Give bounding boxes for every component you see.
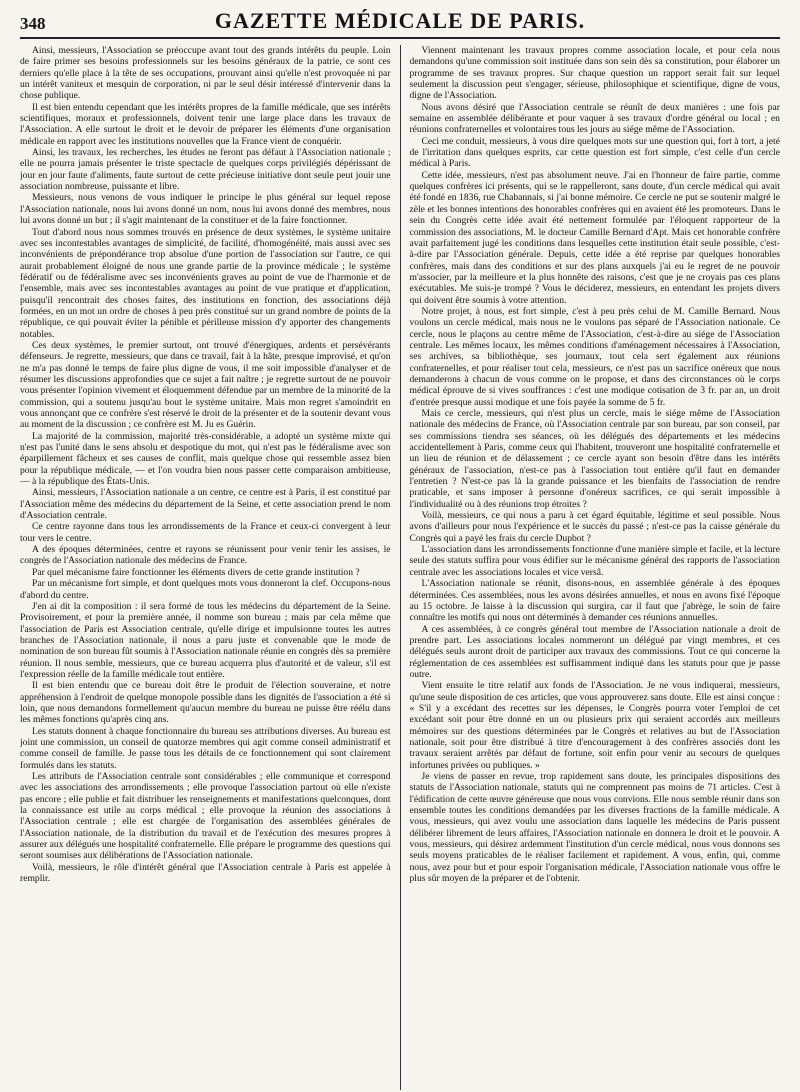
paragraph: Ce centre rayonne dans tous les arrondissements de la France et ceux-ci convergent à leur tour vers le centre. (20, 521, 391, 544)
paragraph: Vient ensuite le titre relatif aux fonds de l'Association. Je ne vous indiquerai, messieurs, qu'une seule disposition de ces articles, que vous approuverez sans doute. Elle est ainsi conçue : « S'il y a excédant des recettes sur les dépenses, le Congrès pourra voter l'emploi de cet excédant soit pour être donné en un ou plusieurs prix qui seraient accordés aux meilleurs mémoires sur des questions déterminées par le Congrès et relatives au but de l'Association nationale, soit pour être distribué à titre d'encouragement à des confrères associés dont les travaux seraient arrêtés par défaut de fortune, soit enfin pour venir au secours de quelques infortunes privées ou publiques. » (409, 680, 780, 771)
page-header (20, 6, 780, 39)
right-column (409, 45, 780, 1090)
paragraph: Ainsi, messieurs, l'Association nationale a un centre, ce centre est à Paris, il est constitué par l'Association même des médecins du département de la Seine, et cette association prend le nom d'Association centrale. (20, 487, 391, 522)
paragraph: L'Association nationale se réunit, disons-nous, en assemblée générale à des époques déterminées. Ces assemblées, nous les avons désirées annuelles, et nous en avons fixé l'époque au 15 octobre. Je laisse à la discussion qui surgira, car il faut que j'abrège, le soin de faire connaître les motifs qui nous ont déterminés à demander ces réunions annuelles. (409, 578, 780, 624)
paragraph: Mais ce cercle, messieurs, qui n'est plus un cercle, mais le siége même de l'Association nationale des médecins de France, où l'Association centrale par son bureau, par son conseil, par ses commissions tiendra ses séances, où les délégués des départements et les médecins accidentellement à Paris, comme ceux qui l'habitent, trouveront une hospitalité confraternelle et un lieu de réunion et de délassement ; ce cercle ayant son besoin d'être dans les intérêts généraux de l'association, n'est-ce pas à l'association tout entière qu'il faut en demander l'entretien ? N'est-ce pas là la grande puissance et les bienfaits de l'association de rendre praticable, et sans imposer à personne d'onéreux sacrifices, ce qui serait impossible à l'individualité ou à des réunions trop étroites ? (409, 408, 780, 510)
paragraph: J'en ai dit la composition : il sera formé de tous les médecins du département de la Seine. Provisoirement, et pour la première année, il nomme son bureau ; mais par cela même que l'association de Paris est Association centrale, qu'elle dirige et impulsionne toutes les autres branches de l'Association nationale, il nous a paru juste et convenable que le mode de nomination de son bureau fût soumis à l'Association nationale réunie en congrès dès sa première réunion. Il nous semble, messieurs, que ce bureau acquerra plus d'autorité et de valeur, s'il est l'expression réelle de la famille médicale tout entière. (20, 600, 391, 680)
article-columns (20, 45, 780, 1090)
left-column (20, 45, 391, 1090)
paragraph: Nous avons désiré que l'Association centrale se réunît de deux manières : une fois par semaine en assemblée délibérante et pour vaquer à ses travaux d'ordre général ou local ; en réunions confraternelles et volontaires tous les jours au siége même de l'Association. (409, 101, 780, 136)
page-number: 348 (20, 14, 46, 33)
paragraph: Par un mécanisme fort simple, et dont quelques mots vous donneront la clef. Occupons-nous d'abord du centre. (20, 578, 391, 601)
paragraph: Cette idée, messieurs, n'est pas absolument neuve. J'ai en l'honneur de faire partie, comme quelques confrères ici présents, qui se le rappelleront, sans doute, d'un cercle médical qui avait été fondé en 1836, rue Chabannais, si j'ai bonne mémoire. Ce cercle ne put se soutenir malgré le zèle et les bonnes intentions des honorables confrères qui en avaient été les promoteurs. Dans le sein du Congrès cette idée avait été nettement formulée par l'éloquent rapporteur de la commission des associations, M. le docteur Camille Bernard d'Apt. Mais cet honorable confrère avait parfaitement jugé les conditions dans lesquelles cette institution était seule possible, c'est-à-dire par l'Association générale. Depuis, cette idée a été reprise par quelques honorables confrères, mais dans des conditions et sur des plans auxquels j'ai eu le regret de ne pouvoir m'associer, par la meilleure et la plus honnête des raisons, c'est que je ne croyais pas ces plans exécutables. Me suis-je trompé ? Vous le déciderez, messieurs, en entendant les projets divers qui doivent être soumis à votre attention. (409, 169, 780, 306)
paragraph: Il est bien entendu que ce bureau doit être le produit de l'élection souveraine, et notre appréhension à l'endroit de quelque monopole possible dans les dignités de l'association a été si loin, que nous demandons formellement qu'aucun membre du bureau ne puisse être réélu dans les mêmes fonctions qu'après cinq ans. (20, 680, 391, 726)
paragraph: A des époques déterminées, centre et rayons se réunissent pour venir tenir les assises, le congrès de l'Association nationale des médecins de France. (20, 544, 391, 567)
paragraph: Ainsi, messieurs, l'Association se préoccupe avant tout des grands intérêts du peuple. Loin de faire primer ses besoins professionnels sur les besoins généraux de la patrie, ce sont ces derniers qu'elle place à la tête de ses occupations, prouvant ainsi qu'elle n'est provoquée ni par un intérêt vaniteux et mesquin de corporation, ni par le seul désir intéressé d'intervenir dans la chose publique. (20, 45, 391, 102)
paragraph: A ces assemblées, à ce congrès général tout membre de l'Association nationale a droit de prendre part. Les associations locales nommeront un délégué par vingt membres, et ces délégués seuls auront droit de participer aux travaux des commissions. Tout ce qui concerne la réglementation de ces assemblées est suffisamment indiqué dans les statuts pour que je passe outre. (409, 623, 780, 680)
paragraph: Ces deux systèmes, le premier surtout, ont trouvé d'énergiques, ardents et persévérants défenseurs. Je regrette, messieurs, que dans ce travail, fait à la hâte, presque improvisé, et qu'on ne m'a pas donné le temps de faire plus digne de vous, il me soit impossible d'analyser et de résumer les discussions approfondies que ce sujet a fait naître ; je regrette surtout de ne pouvoir vous présenter l'opinion vivement et éloquemment défendue par un membre de la minorité de la commission, qui a soutenu jusqu'au bout le système unitaire. Mais mon regret s'amoindrit en vous annonçant que ce confrère s'est réservé le droit de la présenter et de la soutenir devant vous au moment de la discussion ; ce confrère est M. Ju es Guérin. (20, 339, 391, 431)
paragraph: Je viens de passer en revue, trop rapidement sans doute, les principales dispositions des statuts de l'Association nationale, statuts qui ne comprennent pas moins de 71 articles. C'est à l'édification de cette œuvre généreuse que nous vous convions. Elle nous semble réunir dans son ensemble toutes les conditions demandées par les diverses fractions de la famille médicale. A vous, messieurs, qui avez voulu une association dans laquelle les médecins de Paris pussent délibérer librement de leurs affaires, l'Association nationale en donnera le droit et le pouvoir. A vous, messieurs, qui désirez ardemment l'institution d'un cercle médical, nous vous donnons ses seuls moyens praticables de le réaliser facilement et rapidement. A vous, enfin, qui, comme nous, avez pour but et pour espoir l'organisation médicale, l'Association nationale vous offre le plus sûr moyen de la préparer et de l'obtenir. (409, 771, 780, 885)
paragraph: Ceci me conduit, messieurs, à vous dire quelques mots sur une question qui, fort à tort, a jeté de l'irritation dans quelques esprits, car cette question est fort simple, c'est celle d'un cercle médical à Paris. (409, 135, 780, 170)
paragraph: Messieurs, nous venons de vous indiquer le principe le plus général sur lequel repose l'Association nationale, nous lui avons donné un nom, nous lui avons donné des membres, nous lui avons donné un but ; il s'agit maintenant de la constituer et de la faire fonctionner. (20, 192, 391, 227)
paragraph: Viennent maintenant les travaux propres comme association locale, et pour cela nous demandons qu'une commission soit instituée dans son sein dès sa constitution, pour élaborer un programme de ses travaux propres. Sur chaque question un rapport serait fait sur lequel seulement la discussion peut s'engager, sérieuse, philosophique et scientifique, digne de vous, digne de l'Association. (409, 45, 780, 102)
paragraph: La majorité de la commission, majorité très-considérable, a adopté un système mixte qui n'est pas l'unité dans le sens absolu et despotique du mot, qui n'est pas le fédéralisme avec son éparpillement fâcheux et ses causes de conflit, mais quelque chose qui ressemble assez bien pour la république médicale, — et l'on voudra bien nous passer cette comparaison ambitieuse, — à la république des États-Unis. (20, 430, 391, 488)
journal-title: GAZETTE MÉDICALE DE PARIS. (214, 8, 586, 33)
paragraph: Notre projet, à nous, est fort simple, c'est à peu près celui de M. Camille Bernard. Nous voulons un cercle médical, mais nous ne le voulons pas séparé de l'Association nationale. Ce cercle, nous le plaçons au centre même de l'Association, c'est-à-dire au siége de l'Association centrale. Les mêmes locaux, les mêmes conditions d'aménagement nécessaires à l'Association, ses archives, sa bibliothèque, ses journaux, tout cela sert également aux réunions confraternelles, et pour réaliser tout cela, messieurs, ce n'est pas un sacrifice onéreux que nous demanderons à chacun de vous comme on le propose, et dans des circonstances où le corps médical éprouve de si vives souffrances : c'est une modique cotisation de 3 fr. par an, un droit d'entrée presque aussi modique et une fois payée la somme de 5 fr. (409, 305, 780, 408)
paragraph: Voilà, messieurs, le rôle d'intérêt général que l'Association centrale à Paris est appelée à remplir. (20, 861, 391, 885)
paragraph: Voilà, messieurs, ce qui nous a paru à cet égard équitable, légitime et seul possible. Nous avons d'ailleurs pour nous l'expérience et le succès du passé ; n'est-ce pas la caisse générale du Congrès qui a payé les frais du cercle Dupbot ? (409, 510, 780, 544)
paragraph: Tout d'abord nous nous sommes trouvés en présence de deux systèmes, le système unitaire avec ses incontestables avantages de simplicité, de facilité, d'homogénéité, mais aussi avec ses inconvénients de prépondérance trop absolue d'une portion de l'association sur l'autre, ce qui aurait probablement éloigné de nous une grande partie de la province médicale ; le système fédératif ou de fédéralisme avec ses inconvénients graves au point de vue de l'harmonie et de l'ensemble, mais avec ses incontestables avantages au point de vue pratique et d'application, puisqu'il rencontrait des choses faites, des institutions en fonction, des associations déjà formées, en un mot un ordre de choses à peu près constitué sur un grand nombre de points de la république, ce qui pouvait éviter la pénible et périlleuse mission d'y apporter des changements notables. (20, 226, 391, 340)
paragraph: Ainsi, les travaux, les recherches, les études ne feront pas défaut à l'Association nationale ; elle ne pourra jamais présenter le triste spectacle de quelques corps privilégiés dépérissant de jour en jour faute d'aliments, faute surtout de cette précieuse initiative dont seule peut jouir une association nombreuse, puissante et libre. (20, 147, 391, 193)
paragraph: Par quel mécanisme faire fonctionner les éléments divers de cette grande institution ? (32, 566, 360, 578)
paragraph: Les statuts donnent à chaque fonctionnaire du bureau ses attributions diverses. Au bureau est joint une commission, un conseil de quatorze membres qui agit comme conseil administratif et comme conseil de famille. Je passe tous les détails de ce fonctionnement qui sont clairement formulés dans les statuts. (20, 725, 391, 771)
paragraph: Les attributs de l'Association centrale sont considérables ; elle communique et correspond avec les associations des arrondissements ; elle provoque l'association partout où elle n'existe pas encore ; elle publie et fait distribuer les renseignements et manifestations quelconques, dont la connaissance est utile au corps médical ; elle provoque la réunion des associations à l'Association centrale ; elle est chargée de l'organisation des assemblées générales de l'Association nationale, de la distribution du travail et de l'exécution des mesures propres à assurer aux délégués une hospitalité confraternelle. Elle prépare le programme des questions qui seront soumises aux délibérations de l'Association nationale. (20, 771, 391, 862)
paragraph: L'association dans les arrondissements fonctionne d'une manière simple et facile, et la lecture seule des statuts suffira pour vous édifier sur le mécanisme général des rapports de l'association centrale avec les associations locales et vice versâ. (409, 544, 780, 578)
paragraph: Il est bien entendu cependant que les intérêts propres de la famille médicale, que ses intérêts scientifiques, moraux et professionnels, doivent tenir une large place dans les travaux de l'Association. A elle surtout le droit et le devoir de préparer les éléments d'une organisation médicale en rapport avec les institutions nouvelles que la France vient de conquérir. (20, 101, 391, 147)
column-divider (400, 45, 401, 1090)
